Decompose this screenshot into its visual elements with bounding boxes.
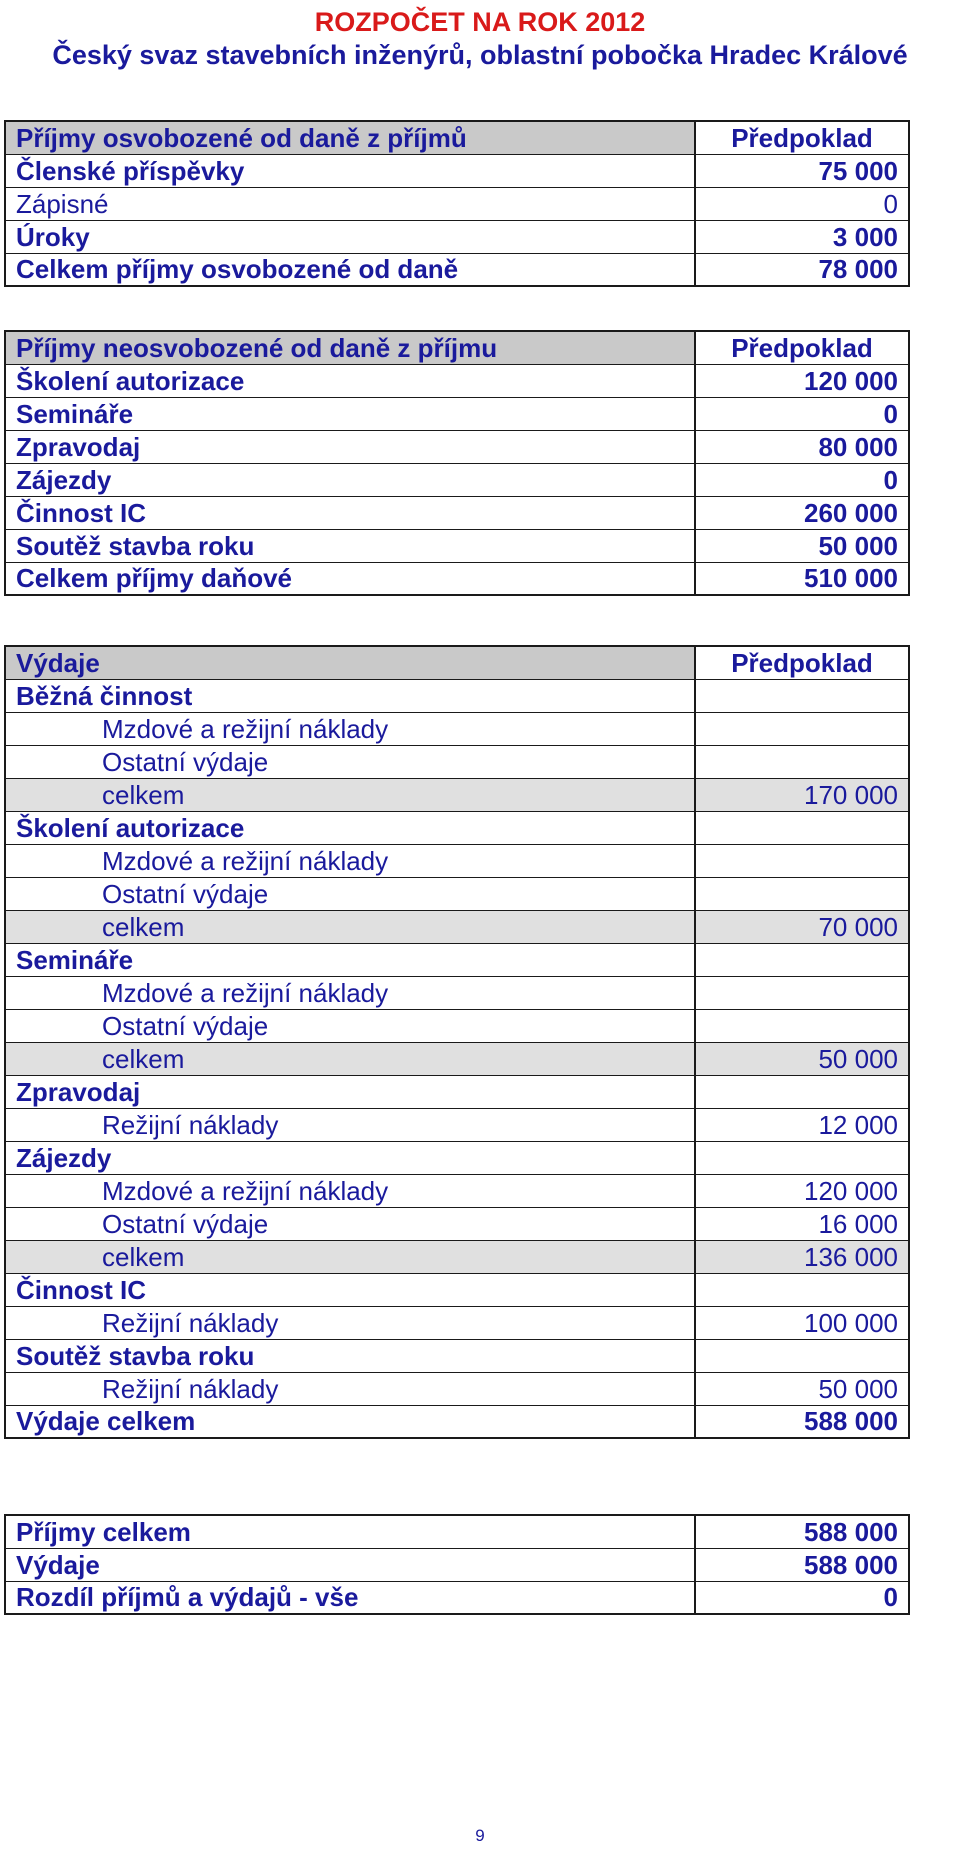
row-value: 70 000 <box>695 910 909 943</box>
row-value <box>695 679 909 712</box>
row-value: 0 <box>695 187 909 220</box>
table-row <box>5 121 909 154</box>
row-label: Běžná činnost <box>5 679 695 712</box>
row-value: 0 <box>695 463 909 496</box>
table-row <box>5 811 909 844</box>
table-row <box>5 187 909 220</box>
row-value <box>695 1075 909 1108</box>
row-label: Celkem příjmy osvobozené od daně <box>5 253 695 286</box>
row-value <box>695 877 909 910</box>
row-value: 75 000 <box>695 154 909 187</box>
row-label: Úroky <box>5 220 695 253</box>
row-value <box>695 844 909 877</box>
table-row <box>5 562 909 595</box>
row-label: Zápisné <box>5 187 695 220</box>
row-label: Ostatní výdaje <box>5 1009 695 1042</box>
table-row <box>5 364 909 397</box>
table-row <box>5 463 909 496</box>
row-value: 170 000 <box>695 778 909 811</box>
row-value: 120 000 <box>695 364 909 397</box>
row-value: 50 000 <box>695 1372 909 1405</box>
row-value <box>695 1339 909 1372</box>
row-value: 260 000 <box>695 496 909 529</box>
table-tax-exempt-income <box>4 120 910 287</box>
row-value: 588 000 <box>695 1405 909 1438</box>
row-value <box>695 943 909 976</box>
row-label: Školení autorizace <box>5 811 695 844</box>
row-value: 510 000 <box>695 562 909 595</box>
table-row <box>5 1042 909 1075</box>
table-row <box>5 430 909 463</box>
row-value: 136 000 <box>695 1240 909 1273</box>
row-value <box>695 976 909 1009</box>
row-value: 0 <box>695 397 909 430</box>
row-label: Výdaje <box>5 1548 695 1581</box>
table-summary <box>4 1514 910 1615</box>
table-row <box>5 976 909 1009</box>
row-value: 50 000 <box>695 1042 909 1075</box>
page-number: 9 <box>475 1826 485 1845</box>
table-row <box>5 331 909 364</box>
row-label: celkem <box>5 1240 695 1273</box>
table-row <box>5 844 909 877</box>
table-row <box>5 529 909 562</box>
row-label: Soutěž stavba roku <box>5 1339 695 1372</box>
table-row <box>5 1581 909 1614</box>
row-label: Příjmy celkem <box>5 1515 695 1548</box>
row-label: Zpravodaj <box>5 430 695 463</box>
row-value <box>695 811 909 844</box>
row-label: Semináře <box>5 943 695 976</box>
table-row <box>5 397 909 430</box>
row-label: Školení autorizace <box>5 364 695 397</box>
row-label: Činnost IC <box>5 1273 695 1306</box>
table-row <box>5 1306 909 1339</box>
page-title: ROZPOČET NA ROK 2012 <box>314 7 646 37</box>
table-row <box>5 220 909 253</box>
table-row <box>5 745 909 778</box>
table-row <box>5 1207 909 1240</box>
row-label: Režijní náklady <box>5 1108 695 1141</box>
row-value: 80 000 <box>695 430 909 463</box>
row-label: Příjmy neosvobozené od daně z příjmu <box>5 331 695 364</box>
row-label: celkem <box>5 1042 695 1075</box>
table-row <box>5 646 909 679</box>
row-value <box>695 1009 909 1042</box>
table-row <box>5 1141 909 1174</box>
row-label: Rozdíl příjmů a výdajů - vše <box>5 1581 695 1614</box>
row-label: Soutěž stavba roku <box>5 529 695 562</box>
table-row <box>5 253 909 286</box>
row-value: Předpoklad <box>695 121 909 154</box>
table-taxable-income <box>4 330 910 596</box>
row-label: Zpravodaj <box>5 1075 695 1108</box>
row-value: 78 000 <box>695 253 909 286</box>
row-value: 120 000 <box>695 1174 909 1207</box>
row-label: Ostatní výdaje <box>5 745 695 778</box>
row-label: Ostatní výdaje <box>5 1207 695 1240</box>
row-label: Režijní náklady <box>5 1372 695 1405</box>
table-row <box>5 1108 909 1141</box>
row-value: 50 000 <box>695 529 909 562</box>
row-label: Zájezdy <box>5 1141 695 1174</box>
table-row <box>5 943 909 976</box>
row-label: Členské příspěvky <box>5 154 695 187</box>
table-row <box>5 1515 909 1548</box>
row-label: Příjmy osvobozené od daně z příjmů <box>5 121 695 154</box>
table-expenses <box>4 645 910 1439</box>
table-row <box>5 1240 909 1273</box>
row-value <box>695 712 909 745</box>
row-label: Výdaje <box>5 646 695 679</box>
row-value: 100 000 <box>695 1306 909 1339</box>
row-value: 588 000 <box>695 1515 909 1548</box>
table-row <box>5 1372 909 1405</box>
row-value: 12 000 <box>695 1108 909 1141</box>
table-row <box>5 1009 909 1042</box>
row-value: 588 000 <box>695 1548 909 1581</box>
table-row <box>5 1548 909 1581</box>
row-label: Celkem příjmy daňové <box>5 562 695 595</box>
table-row <box>5 712 909 745</box>
row-label: Výdaje celkem <box>5 1405 695 1438</box>
row-label: Mzdové a režijní náklady <box>5 844 695 877</box>
table-row <box>5 679 909 712</box>
row-value: Předpoklad <box>695 646 909 679</box>
row-value: Předpoklad <box>695 331 909 364</box>
table-row <box>5 154 909 187</box>
row-label: Mzdové a režijní náklady <box>5 976 695 1009</box>
row-label: Zájezdy <box>5 463 695 496</box>
row-value <box>695 1141 909 1174</box>
table-row <box>5 1174 909 1207</box>
row-value: 16 000 <box>695 1207 909 1240</box>
table-row <box>5 1075 909 1108</box>
row-value <box>695 1273 909 1306</box>
row-value: 0 <box>695 1581 909 1614</box>
row-value: 3 000 <box>695 220 909 253</box>
table-row <box>5 1405 909 1438</box>
row-label: Mzdové a režijní náklady <box>5 1174 695 1207</box>
table-row <box>5 496 909 529</box>
row-label: Semináře <box>5 397 695 430</box>
row-label: Mzdové a režijní náklady <box>5 712 695 745</box>
row-label: celkem <box>5 778 695 811</box>
page-subtitle: Český svaz stavebních inženýrů, oblastní pobočka Hradec Králové <box>52 40 908 70</box>
row-label: Režijní náklady <box>5 1306 695 1339</box>
row-label: Ostatní výdaje <box>5 877 695 910</box>
row-label: Činnost IC <box>5 496 695 529</box>
table-row <box>5 910 909 943</box>
table-row <box>5 1339 909 1372</box>
table-row <box>5 778 909 811</box>
table-row <box>5 877 909 910</box>
row-label: celkem <box>5 910 695 943</box>
table-row <box>5 1273 909 1306</box>
row-value <box>695 745 909 778</box>
